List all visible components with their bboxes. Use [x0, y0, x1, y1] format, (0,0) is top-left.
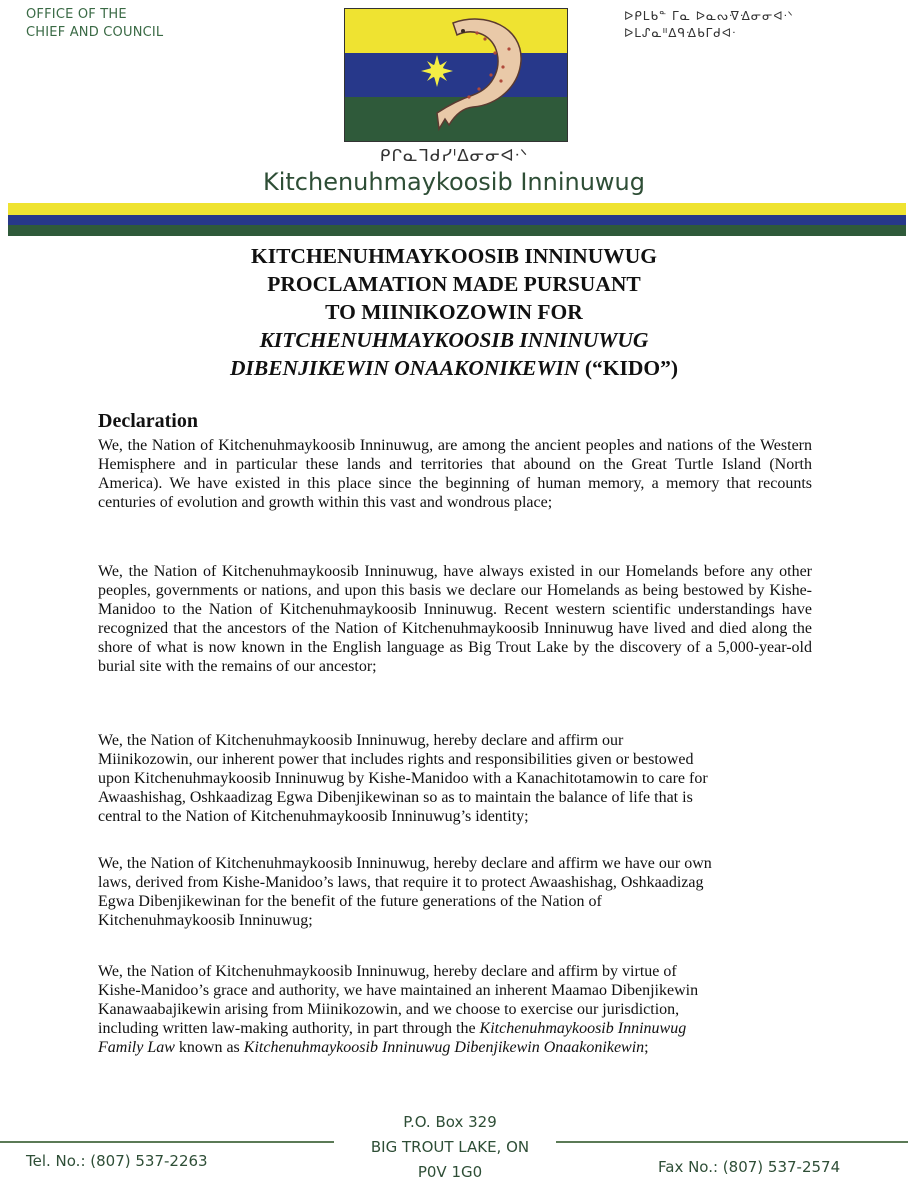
nation-flag-logo: [344, 8, 568, 142]
paragraph-line: Miinikozowin, our inherent power that includes rights and responsibilities given or bestowed: [98, 751, 694, 768]
text-run: including written law-making authority, in part through the: [98, 1020, 480, 1037]
paragraph-line: We, the Nation of Kitchenuhmaykoosib Inninuwug, hereby declare and affirm we have our own: [98, 855, 712, 872]
office-line2: CHIEF AND COUNCIL: [26, 25, 164, 40]
nation-name: Kitchenuhmaykoosib Inninuwug: [262, 168, 646, 196]
italic-run: Kitchenuhmaykoosib Inninuwug: [479, 1020, 687, 1037]
office-line1: OFFICE OF THE: [26, 7, 127, 22]
trout-flag-icon: [345, 9, 567, 141]
title-line5-suffix: (“KIDO”): [579, 356, 679, 380]
mailing-address: [340, 1110, 560, 1185]
paragraph-line: Egwa Dibenjikewinan for the benefit of the future generations of the Nation of: [98, 893, 602, 910]
city: BIG TROUT LAKE, ON: [370, 1138, 530, 1156]
syllabics-nation-name: ᑭᒋᓇᒣᑯᓯᑊᐃᓂᓂᐊᐧᐠ: [379, 146, 529, 166]
text-run: ;: [644, 1039, 649, 1056]
fax-number: Fax No.: (807) 537-2574: [658, 1158, 841, 1176]
office-label: [26, 6, 163, 42]
paragraph-line: Kanawaabajikewin arising from Miinikozowin, and we choose to exercise our jurisdiction,: [98, 1001, 680, 1018]
paragraph-line: upon Kitchenuhmaykoosib Inninuwug by Kishe-Manidoo with a Kanachitotamowin to care for: [98, 770, 708, 787]
postal-code: P0V 1G0: [417, 1163, 483, 1181]
paragraph-line: central to the Nation of Kitchenuhmaykoosib Inninuwug’s identity;: [98, 808, 529, 825]
italic-run: Kitchenuhmaykoosib Inninuwug Dibenjikewin Onaakonikewin: [243, 1039, 645, 1056]
declaration-heading: Declaration: [98, 410, 198, 432]
paragraph-line: We, the Nation of Kitchenuhmaykoosib Inninuwug, hereby declare and affirm by virtue of: [98, 963, 677, 980]
footer-rule-left: [0, 1141, 334, 1143]
paragraph-line: [98, 1019, 812, 1038]
syllabics-line1: ᐅᑭᒪᑲᓐ ᒥᓇ ᐅᓇᔓᐌᐎᓂᓂᐊᐧᐠ: [624, 9, 794, 23]
declaration-paragraph-5: [98, 962, 812, 1057]
letterhead-footer: [0, 1110, 908, 1184]
color-band-divider: [8, 203, 906, 236]
title-line1: KITCHENUHMAYKOOSIB INNINUWUG: [251, 244, 657, 268]
declaration-paragraph-2: We, the Nation of Kitchenuhmaykoosib Inninuwug, have always existed in our Homelands before any other peoples, governments or nations, and upon this basis we declare our Homelands as being bestowed by Kishe-Manidoo to the Nation of Kitchenuhmaykoosib Inninuwug. Recent western scientific understandings have recognized that the ancestors of the Nation of Kitchenuhmaykoosib Inninuwug have lived and died along the shore of what is now known in the English language as Big Trout Lake by the discovery of a 5,000-year-old burial site with the remains of our ancestor;: [98, 563, 812, 675]
paragraph-line: Awaashishag, Oshkaadizag Egwa Dibenjikewinan so as to maintain the balance of life that is: [98, 789, 693, 806]
declaration-paragraph-4: [98, 854, 812, 930]
paragraph-line: [98, 1038, 812, 1057]
footer-rule-right: [556, 1141, 908, 1143]
po-box: P.O. Box 329: [403, 1113, 497, 1131]
paragraph-line: We, the Nation of Kitchenuhmaykoosib Inninuwug, hereby declare and affirm our: [98, 732, 624, 749]
paragraph-line: Kishe-Manidoo’s grace and authority, we have maintained an inherent Maamao Dibenjikewin: [98, 982, 699, 999]
paragraph-line: laws, derived from Kishe-Manidoo’s laws, that require it to protect Awaashishag, Oshkaadizag: [98, 874, 704, 891]
title-line2: PROCLAMATION MADE PURSUANT: [267, 272, 641, 296]
declaration-paragraph-3: [98, 731, 812, 826]
paragraph-line: Kitchenuhmaykoosib Inninuwug;: [98, 912, 313, 929]
title-line3: TO MIINIKOZOWIN FOR: [325, 300, 583, 324]
syllabics-office-label: [624, 8, 794, 42]
italic-run: Family Law: [98, 1039, 175, 1056]
text-run: known as: [174, 1039, 244, 1056]
telephone-number: Tel. No.: (807) 537-2263: [26, 1152, 208, 1170]
syllabics-line2: ᐅᒪᔑᓇᐦᐃᑫᐎᑲᒥᑯᐊᐧ: [624, 26, 737, 40]
document-title: [60, 242, 848, 382]
title-line4: KITCHENUHMAYKOOSIB INNINUWUG: [259, 328, 649, 352]
declaration-paragraph-1: We, the Nation of Kitchenuhmaykoosib Inninuwug, are among the ancient peoples and nations of the Western Hemisphere and in particular these lands and territories that abound on the Great Turtle Island (North America). We have existed in this place since the beginning of human memory, a memory that recounts centuries of evolution and growth within this vast and wondrous place;: [98, 437, 812, 511]
title-line5: [60, 354, 848, 382]
title-line5-italic: DIBENJIKEWIN ONAAKONIKEWIN: [229, 356, 580, 380]
